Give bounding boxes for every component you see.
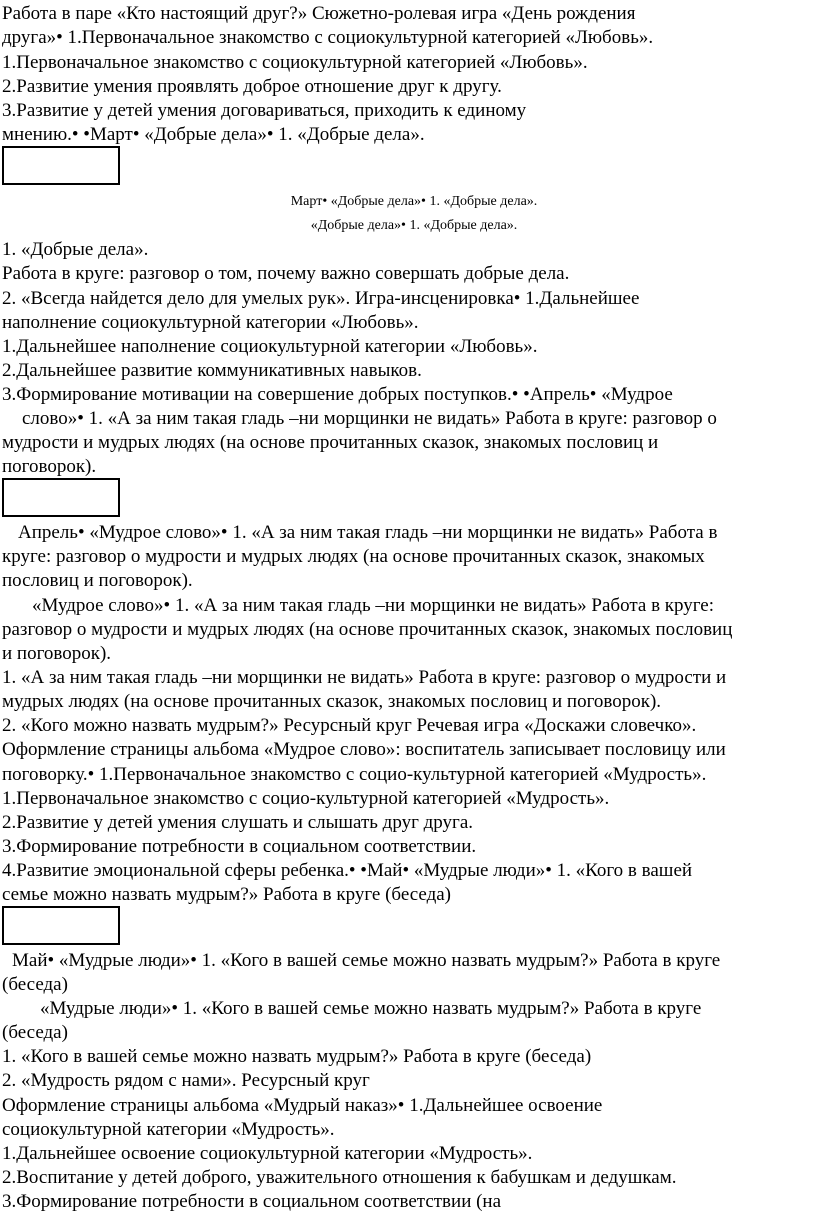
text-line: 3.Формирование потребности в социальном соответствии.	[2, 836, 477, 857]
text-line: (беседа)	[2, 974, 68, 995]
text-line: 2. «Мудрость рядом с нами». Ресурсный круг	[2, 1070, 370, 1091]
text-line: Оформление страницы альбома «Мудрый наказ»• 1.Дальнейшее освоение	[2, 1095, 603, 1116]
text-line: поговорку.• 1.Первоначальное знакомство с социо-культурной категорией «Мудрость».	[2, 764, 707, 785]
text-line: Май• «Мудрые люди»• 1. «Кого в вашей семье можно назвать мудрым?» Работа в круге	[12, 950, 721, 971]
text-line: 2.Развитие у детей умения слушать и слышать друг друга.	[2, 812, 474, 833]
text-line: 1.Первоначальное знакомство с социо-культурной категорией «Мудрость».	[2, 788, 610, 809]
text-line: друга»• 1.Первоначальное знакомство с социокультурной категорией «Любовь».	[2, 27, 654, 48]
text-line: 4.Развитие эмоциональной сферы ребенка.• •Май• «Мудрые люди»• 1. «Кого в вашей	[2, 860, 693, 881]
text-line: 1. «А за ним такая гладь –ни морщинки не видать» Работа в круге: разговор о мудрости и	[2, 667, 727, 688]
empty-box	[2, 146, 120, 185]
text-line-centered: Март• «Добрые дела»• 1. «Добрые дела».	[290, 194, 538, 209]
text-line: 1.Дальнейшее наполнение социокультурной категории «Любовь».	[2, 336, 538, 357]
text-line: социокультурной категории «Мудрость».	[2, 1119, 335, 1140]
text-line: Работа в паре «Кто настоящий друг?» Сюжетно-ролевая игра «День рождения	[2, 3, 636, 24]
text-line: 1.Первоначальное знакомство с социокультурной категорией «Любовь».	[2, 52, 588, 73]
text-line: «Мудрые люди»• 1. «Кого в вашей семье можно назвать мудрым?» Работа в круге	[40, 998, 702, 1019]
text-line: Апрель• «Мудрое слово»• 1. «А за ним такая гладь –ни морщинки не видать» Работа в	[18, 522, 718, 543]
text-line: 1. «Добрые дела».	[2, 239, 149, 260]
text-line: «Мудрое слово»• 1. «А за ним такая гладь –ни морщинки не видать» Работа в круге:	[32, 595, 715, 616]
text-line: Работа в круге: разговор о том, почему важно совершать добрые дела.	[2, 263, 570, 284]
text-line: разговор о мудрости и мудрых людях (на основе прочитанных сказок, знакомых пословиц	[2, 619, 733, 640]
text-line: 2. «Всегда найдется дело для умелых рук». Игра-инсценировка• 1.Дальнейшее	[2, 288, 640, 309]
text-line: семье можно назвать мудрым?» Работа в круге (беседа)	[2, 884, 452, 905]
text-line: 3.Развитие у детей умения договариваться, приходить к единому	[2, 100, 527, 121]
empty-box	[2, 478, 120, 517]
text-line: 2. «Кого можно назвать мудрым?» Ресурсный круг Речевая игра «Доскажи словечко».	[2, 715, 697, 736]
text-line: пословиц и поговорок).	[2, 570, 193, 591]
text-line: слово»• 1. «А за ним такая гладь –ни морщинки не видать» Работа в круге: разговор о	[22, 408, 717, 429]
text-line: 2.Воспитание у детей доброго, уважительного отношения к бабушкам и дедушкам.	[2, 1167, 677, 1188]
text-line: и поговорок).	[2, 643, 112, 664]
text-line: 2.Дальнейшее развитие коммуникативных навыков.	[2, 360, 422, 381]
text-line: наполнение социокультурной категории «Любовь».	[2, 312, 419, 333]
text-line: 3.Формирование мотивации на совершение добрых поступков.• •Апрель• «Мудрое	[2, 384, 673, 405]
text-line: мудрости и мудрых людях (на основе прочитанных сказок, знакомых пословиц и	[2, 432, 659, 453]
empty-box	[2, 906, 120, 945]
text-line: Оформление страницы альбома «Мудрое слово»: воспитатель записывает пословицу или	[2, 739, 726, 760]
text-line: мудрых людях (на основе прочитанных сказок, знакомых пословиц и поговорок).	[2, 691, 662, 712]
text-line: мнению.• •Март• «Добрые дела»• 1. «Добрые дела».	[2, 124, 425, 145]
text-line-centered: «Добрые дела»• 1. «Добрые дела».	[310, 218, 518, 233]
text-line: 3.Формирование потребности в социальном соответствии (на	[2, 1191, 502, 1212]
text-line: поговорок).	[2, 456, 97, 477]
text-line: (беседа)	[2, 1022, 68, 1043]
text-line: 1.Дальнейшее освоение социокультурной категории «Мудрость».	[2, 1143, 533, 1164]
text-line: 2.Развитие умения проявлять доброе отношение друг к другу.	[2, 76, 502, 97]
text-line: 1. «Кого в вашей семье можно назвать мудрым?» Работа в круге (беседа)	[2, 1046, 592, 1067]
text-line: круге: разговор о мудрости и мудрых людях (на основе прочитанных сказок, знакомых	[2, 546, 705, 567]
